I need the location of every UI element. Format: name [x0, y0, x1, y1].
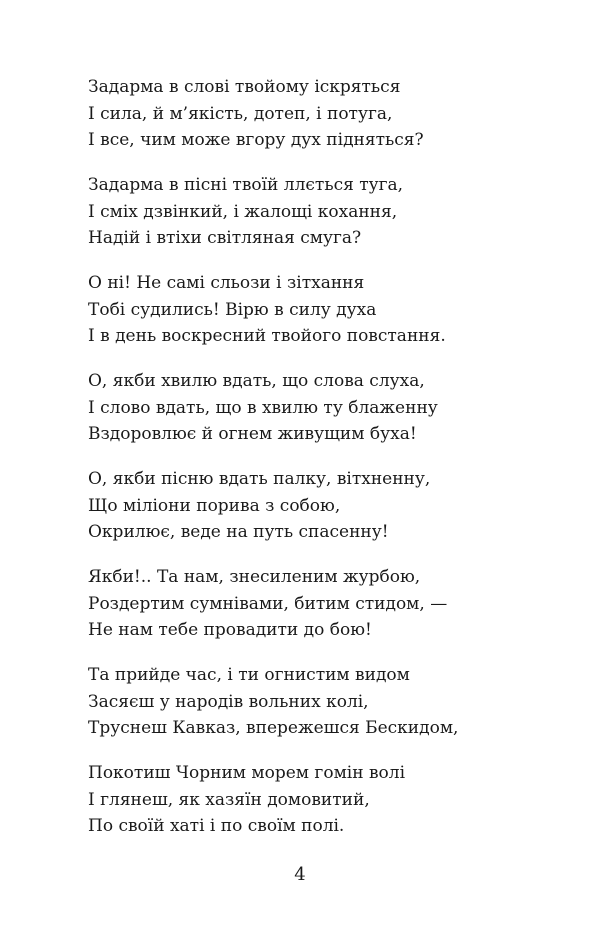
page-number: 4: [294, 864, 306, 885]
poem-line: Надій і втіхи світляная смуга?: [88, 228, 362, 248]
poem-line: І все, чим може вгору дух підняться?: [88, 130, 424, 150]
poem-line: Якби!.. Та нам, знесиленим журбою,: [88, 567, 421, 587]
stanza: [88, 760, 458, 840]
poem-line: Не нам тебе провадити до бою!: [88, 620, 372, 640]
poem: [88, 74, 458, 858]
poem-line: По своїй хаті і по своїм полі.: [88, 816, 345, 836]
poem-line: І сміх дзвінкий, і жалощі кохання,: [88, 201, 398, 222]
stanza: [88, 172, 458, 252]
poem-line: О ні! Не самі сльози і зітхання: [88, 273, 365, 293]
poem-line: Засяєш у народів вольних колі,: [88, 691, 369, 712]
poem-line: Тобі судились! Вірю в силу духа: [88, 299, 377, 320]
stanza: [88, 564, 458, 644]
stanza: [88, 662, 458, 742]
poem-line: І глянеш, як хазяїн домовитий,: [88, 789, 370, 810]
poem-line: Покотиш Чорним морем гомін волі: [88, 763, 406, 783]
poem-line: Окрилює, веде на путь спасенну!: [88, 522, 389, 542]
poem-line: Вздоровлює й огнем живущим буха!: [88, 424, 417, 444]
stanza: [88, 466, 458, 546]
poem-line: І слово вдать, що в хвилю ту блаженну: [88, 397, 438, 418]
poem-line: Задарма в пісні твоїй ллється туга,: [88, 175, 404, 195]
poem-line: Та прийде час, і ти огнистим видом: [88, 665, 410, 685]
stanza: [88, 270, 458, 350]
poem-line: О, якби пісню вдать палку, вітхненну,: [88, 469, 431, 489]
stanza: [88, 74, 458, 154]
poem-line: О, якби хвилю вдать, що слова слуха,: [88, 371, 425, 391]
poem-line: Труснеш Кавказ, впережешся Бескидом,: [88, 718, 459, 738]
poem-line: Роздертим сумнівами, битим стидом, —: [88, 593, 448, 614]
poem-line: І сила, й м’якість, дотеп, і потуга,: [88, 103, 393, 124]
stanza: [88, 368, 458, 448]
poem-line: І в день воскресний твойого повстання.: [88, 326, 446, 346]
poem-line: Що мілiони порива з собою,: [88, 495, 341, 516]
poem-line: Задарма в слові твойому іскряться: [88, 77, 401, 97]
